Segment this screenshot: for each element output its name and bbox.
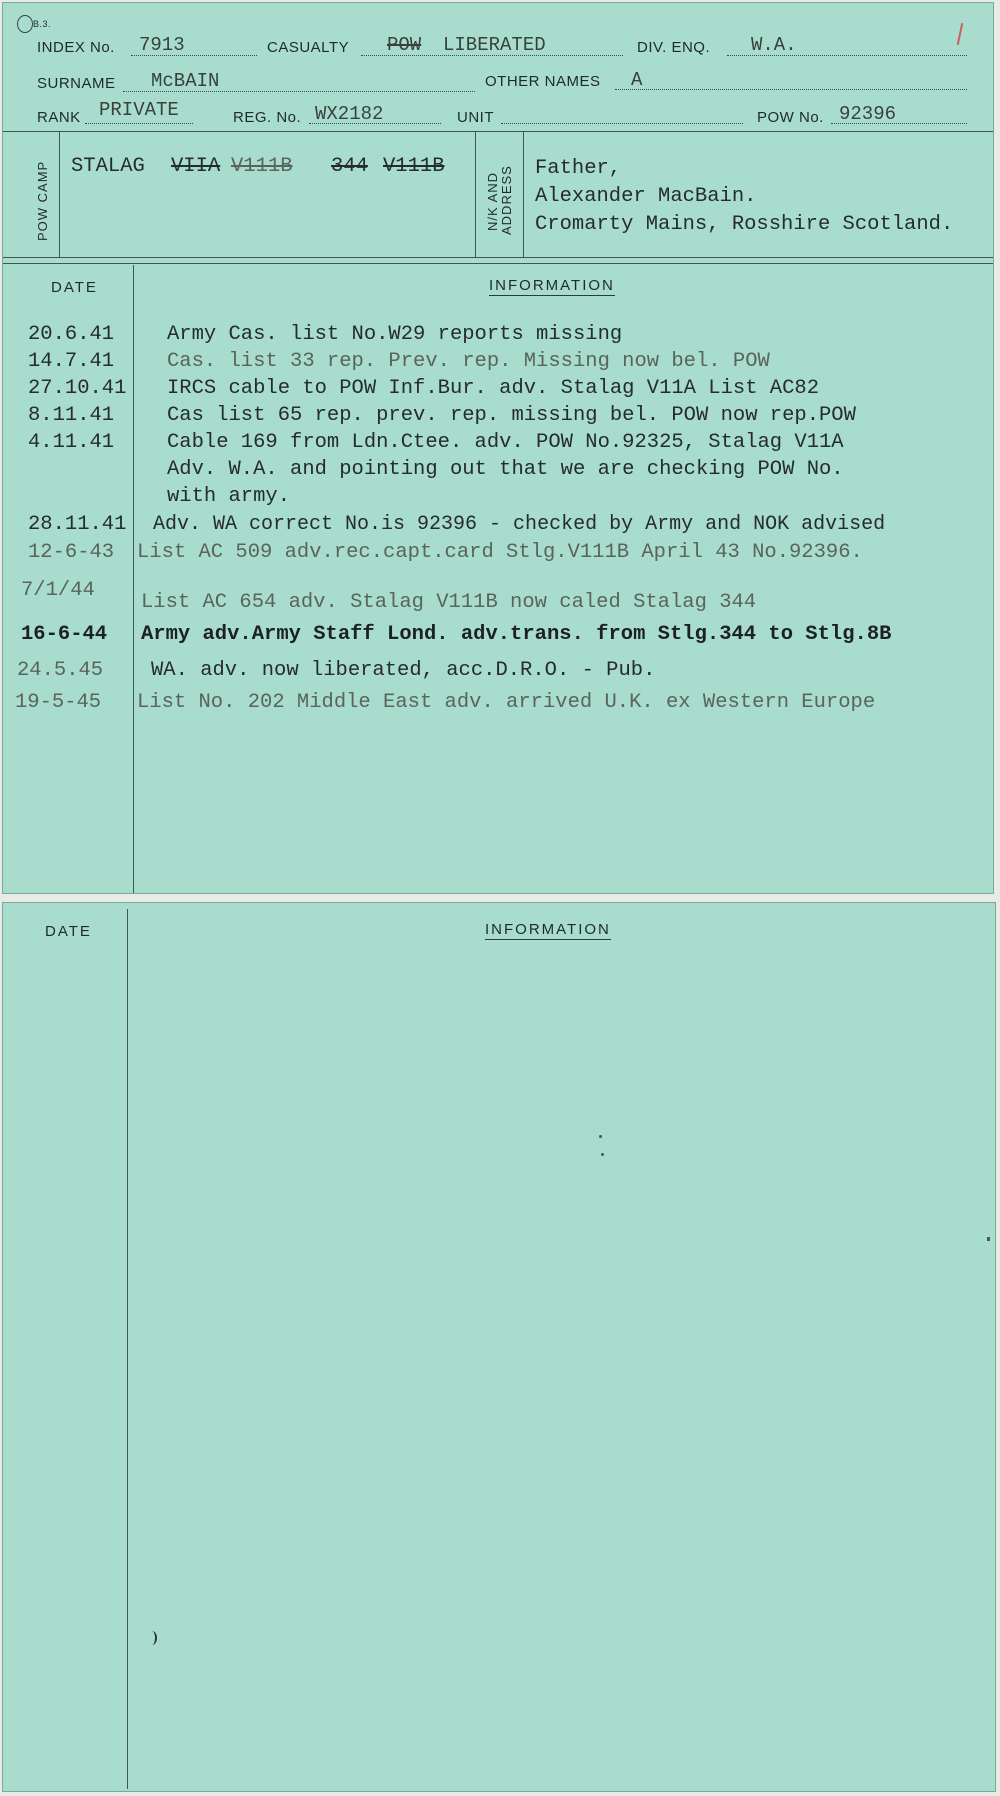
nok-divider-right — [523, 131, 524, 257]
ink-speck — [601, 1153, 604, 1156]
entry-date: 20.6.41 — [28, 323, 115, 346]
entry-date: 24.5.45 — [17, 659, 104, 682]
info-header: INFORMATION — [489, 277, 615, 294]
rank-dots — [85, 123, 193, 124]
camp-struck-3: 344 — [331, 155, 368, 178]
entry-date: 19-5-45 — [15, 691, 102, 714]
entry-date: 12-6-43 — [28, 541, 115, 564]
index-card-front — [2, 2, 994, 894]
entry-text: Cas list 65 rep. prev. rep. missing bel. POW now rep.POW — [167, 404, 856, 427]
surname-value: McBAIN — [151, 70, 220, 92]
casualty-label: CASUALTY — [267, 39, 350, 56]
pow-camp-divider — [59, 131, 60, 257]
entry-text: Adv. W.A. and pointing out that we are checking POW No. — [167, 458, 844, 481]
entry-text: Adv. WA correct No.is 92396 - checked by Army and NOK advised — [153, 513, 886, 536]
camp-prefix: STALAG — [71, 155, 145, 178]
entry-date: 14.7.41 — [28, 350, 115, 373]
red-pencil-mark — [957, 23, 964, 45]
entry-text: Army adv.Army Staff Lond. adv.trans. from Stlg.344 to Stlg.8B — [141, 623, 892, 646]
entry-text: Cas. list 33 rep. Prev. rep. Missing now bel. POW — [167, 350, 770, 373]
reg-no-label: REG. No. — [233, 109, 302, 126]
nok-label-1: N/K AND — [485, 171, 500, 231]
camp-struck-2: V111B — [231, 155, 293, 178]
casualty-value: LIBERATED — [443, 34, 546, 56]
punch-hole-mark — [17, 15, 33, 33]
nok-line-3: Cromarty Mains, Rosshire Scotland. — [535, 213, 954, 236]
date-header: DATE — [51, 279, 98, 296]
index-value: 7913 — [139, 34, 185, 56]
nok-label-2: ADDRESS — [499, 165, 514, 235]
reg-no-dots — [309, 123, 441, 124]
nok-line-2: Alexander MacBain. — [535, 185, 757, 208]
surname-label: SURNAME — [37, 75, 116, 92]
pen-mark — [147, 1631, 157, 1645]
entry-date: 7/1/44 — [21, 579, 95, 602]
reverse-info-header: INFORMATION — [485, 921, 611, 938]
entry-text: List No. 202 Middle East adv. arrived U.K. ex Western Europe — [137, 691, 876, 714]
entry-text: Army Cas. list No.W29 reports missing — [167, 323, 623, 346]
entry-date: 16-6-44 — [21, 623, 108, 646]
reverse-date-header: DATE — [45, 923, 92, 940]
pow-no-value: 92396 — [839, 103, 897, 125]
entry-text: List AC 654 adv. Stalag V111B now caled Stalag 344 — [141, 591, 757, 614]
entry-text: List AC 509 adv.rec.capt.card Stlg.V111B April 43 No.92396. — [137, 541, 863, 564]
entry-date: 27.10.41 — [28, 377, 127, 400]
entry-text: with army. — [167, 485, 291, 508]
entry-date: 4.11.41 — [28, 431, 115, 454]
section-divider-bottom — [3, 263, 993, 264]
entry-date: 28.11.41 — [28, 513, 127, 536]
unit-label: UNIT — [457, 109, 494, 126]
div-enq-label: DIV. ENQ. — [637, 39, 711, 56]
pow-no-label: POW No. — [757, 109, 824, 126]
casualty-struck-value: POW — [387, 34, 422, 56]
entry-text: Cable 169 from Ldn.Ctee. adv. POW No.92325, Stalag V11A — [167, 431, 844, 454]
rank-label: RANK — [37, 109, 81, 126]
ink-speck — [987, 1237, 990, 1241]
nok-line-1: Father, — [535, 157, 622, 180]
other-names-dots — [615, 89, 967, 90]
rank-value: PRIVATE — [99, 99, 179, 121]
header-divider — [3, 131, 993, 132]
form-code: B.3. — [33, 19, 52, 29]
index-card-reverse — [2, 902, 996, 1792]
camp-struck-1: VIIA — [171, 155, 221, 178]
entry-date: 8.11.41 — [28, 404, 115, 427]
pow-camp-label: POW CAMP — [35, 160, 50, 241]
pow-no-dots — [831, 123, 967, 124]
surname-dots — [123, 91, 475, 92]
other-names-label: OTHER NAMES — [485, 73, 601, 90]
div-enq-value: W.A. — [751, 34, 797, 56]
index-label: INDEX No. — [37, 39, 115, 56]
entry-text: WA. adv. now liberated, acc.D.R.O. - Pub. — [151, 659, 656, 682]
reverse-date-column-divider — [127, 909, 128, 1789]
entry-text: IRCS cable to POW Inf.Bur. adv. Stalag V11A List AC82 — [167, 377, 820, 400]
nok-divider-left — [475, 131, 476, 257]
other-names-value: A — [631, 69, 643, 91]
date-column-divider — [133, 265, 134, 893]
section-divider-top — [3, 257, 993, 258]
casualty-dots — [361, 55, 623, 56]
div-enq-dots — [727, 55, 967, 56]
ink-speck — [599, 1135, 602, 1138]
reg-no-value: WX2182 — [315, 103, 384, 125]
camp-struck-4: V111B — [383, 155, 445, 178]
unit-dots — [501, 123, 743, 124]
index-dots — [131, 55, 257, 56]
